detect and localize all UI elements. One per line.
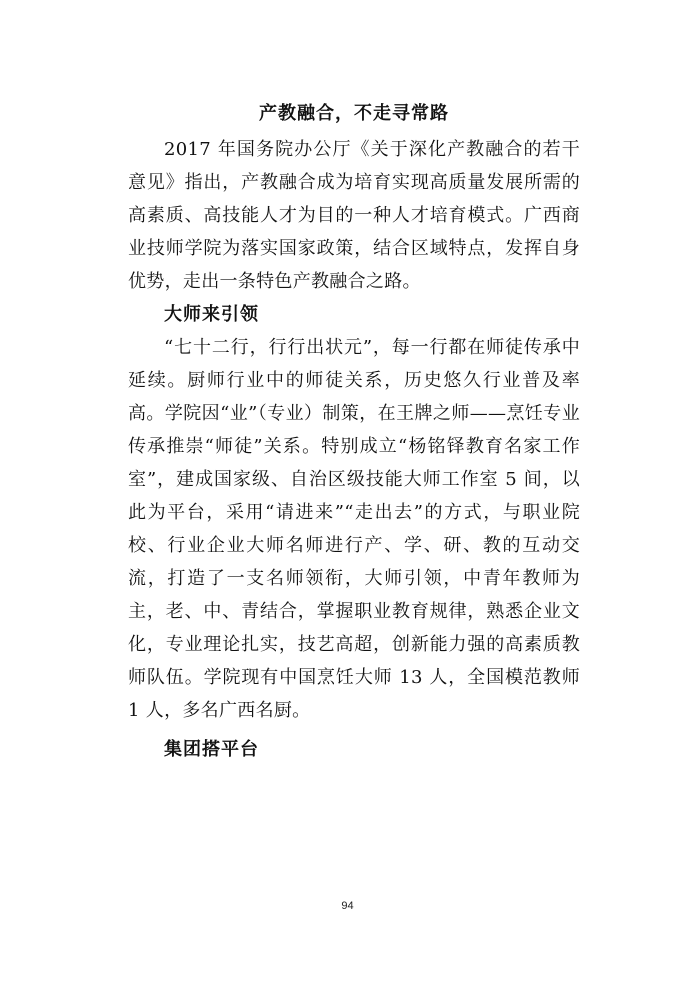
section-heading-group-platform: 集团搭平台 <box>164 739 259 760</box>
page-title: 产教融合，不走寻常路 <box>259 103 449 124</box>
page-number: 94 <box>341 900 354 912</box>
document-body <box>128 97 580 766</box>
section-heading-master-guidance: 大师来引领 <box>164 304 259 325</box>
master-guidance-paragraph: “七十二行，行行出状元”，每一行都在师徒传承中延续。厨师行业中的师徒关系，历史悠久行业普及率高。学院因“业”（专业）制策，在王牌之师——烹饪专业传承推崇“师徒”关系。特别成立“杨铭铎教育名家工作室”，建成国家级、自治区级技能大师工作室 5 间，以此为平台，采用“请进来”“走出去”的方式，与职业院校、行业企业大师名师进行产、学、研、教的互动交流，打造了一支名师领衔，大师引领，中青年教师为主，老、中、青结合，掌握职业教育规律，熟悉企业文化，专业理论扎实，技艺高超，创新能力强的高素质教师队伍。学院现有中国烹饪大师 13 人，全国模范教师 1 人，多名广西名厨。 <box>128 337 580 721</box>
intro-paragraph: 2017 年国务院办公厅《关于深化产教融合的若干意见》指出，产教融合成为培育实现高质量发展所需的高素质、高技能人才为目的一种人才培育模式。广西商业技师学院为落实国家政策，结合区域特点，发挥自身优势，走出一条特色产教融合之路。 <box>128 139 580 292</box>
